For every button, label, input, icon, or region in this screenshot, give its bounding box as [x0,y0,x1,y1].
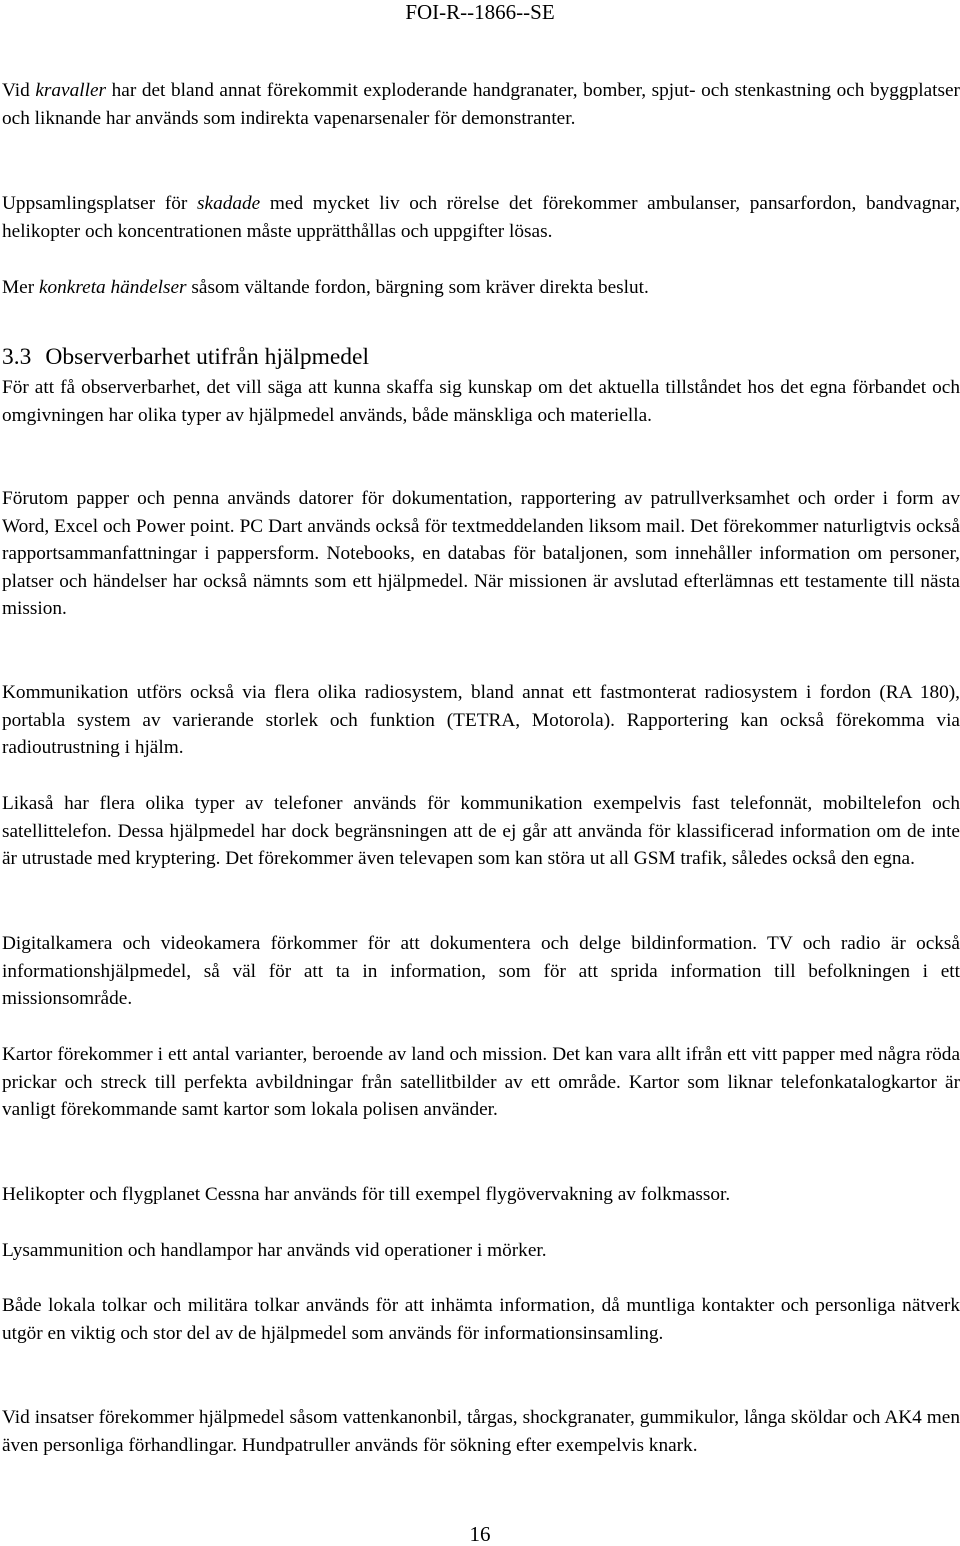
body-paragraph: Helikopter och flygplanet Cessna har används för till exempel flygövervakning av folkmassor. [2,1184,731,1205]
emphasis: skadade [197,193,261,214]
body-paragraph: Lysammunition och handlampor har används vid operationer i mörker. [2,1240,547,1261]
body-paragraph: Kartor förekommer i ett antal varianter, beroende av land och mission. Det kan vara allt ifrån ett vitt papper med några röda prickar och streck till perfekta avbildningar från satellitbilder av ett område. Kartor som liknar telefonkatalogkartor är vanligt förekommande samt kartor som lokala polisen använder. [2,1044,960,1120]
emphasis: kravaller [35,80,107,101]
body-paragraph: Digitalkamera och videokamera förkommer för att dokumentera och delge bildinformation. TV och radio är också informationshjälpmedel, så väl för att ta in information, som för att sprida information till befolkningen i ett missionsområde. [2,933,960,1009]
paragraph-konkreta [2,274,960,302]
page-number: 16 [469,1522,491,1546]
body-paragraph: Likaså har flera olika typer av telefoner används för kommunikation exempelvis fast telefonnät, mobiltelefon och satellittelefon. Dessa hjälpmedel har dock begränsningen att de ej går att använda för klassificerad information om de inte är utrustade med kryptering. Det förekommer även televapen som kan störa ut all GSM trafik, således också den egna. [2,793,960,869]
text: såsom vältande fordon, bärgning som kräver direkta beslut. [186,277,649,298]
body-paragraph: För att få observerbarhet, det vill säga att kunna skaffa sig kunskap om det aktuella tillståndet hos det egna förbandet och omgivningen har olika typer av hjälpmedel används, både mänskliga och materiella. [2,377,960,426]
section-heading [2,342,960,372]
emphasis: konkreta händelser [38,277,187,298]
page-header-doc-id: FOI-R--1866--SE [405,0,555,24]
section-number: 3.3 [2,344,32,370]
paragraph-skadade [2,190,960,245]
body-paragraph: Vid insatser förekommer hjälpmedel såsom vattenkanonbil, tårgas, shockgranater, gummikulor, långa sköldar och AK4 men även personliga förhandlingar. Hundpatruller används för sökning efter exempelvis knark. [2,1407,960,1456]
paragraph-kravaller [2,77,960,132]
text: Mer [2,277,39,298]
text: med mycket liv och rörelse det förekommer ambulanser, pansarfordon, bandvagnar, helikopter och koncentrationen måste upprätthållas och uppgifter lösas. [2,193,960,242]
body-paragraph: Förutom papper och penna används datorer för dokumentation, rapportering av patrullverksamhet och order i form av Word, Excel och Power point. PC Dart används också för textmeddelanden liksom mail. Det förekommer naturligtvis också rapportsammanfattningar i pappersform. Notebooks, en databas för bataljonen, som innehåller information om personer, platser och händelser har också nämnts som ett hjälpmedel. När missionen är avslutad efterlämnas ett testamente till nästa mission. [2,488,960,619]
body-paragraph: Både lokala tolkar och militära tolkar används för att inhämta information, då muntliga kontakter och personliga nätverk utgör en viktig och stor del av de hjälpmedel som används för informationsinsamling. [2,1295,960,1344]
text: har det bland annat förekommit exploderande handgranater, bomber, spjut- och stenkastning och byggplatser och liknande har används som indirekta vapenarsenaler för demonstranter. [2,80,960,129]
body-paragraph: Kommunikation utförs också via flera olika radiosystem, bland annat ett fastmonterat radiosystem i fordon (RA 180), portabla system av varierande storlek och funktion (TETRA, Motorola). Rapportering kan också förekomma via radioutrustning i hjälm. [2,682,960,758]
text: Vid [2,80,36,101]
text: Uppsamlingsplatser för [2,193,198,214]
section-title: Observerbarhet utifrån hjälpmedel [45,344,370,370]
